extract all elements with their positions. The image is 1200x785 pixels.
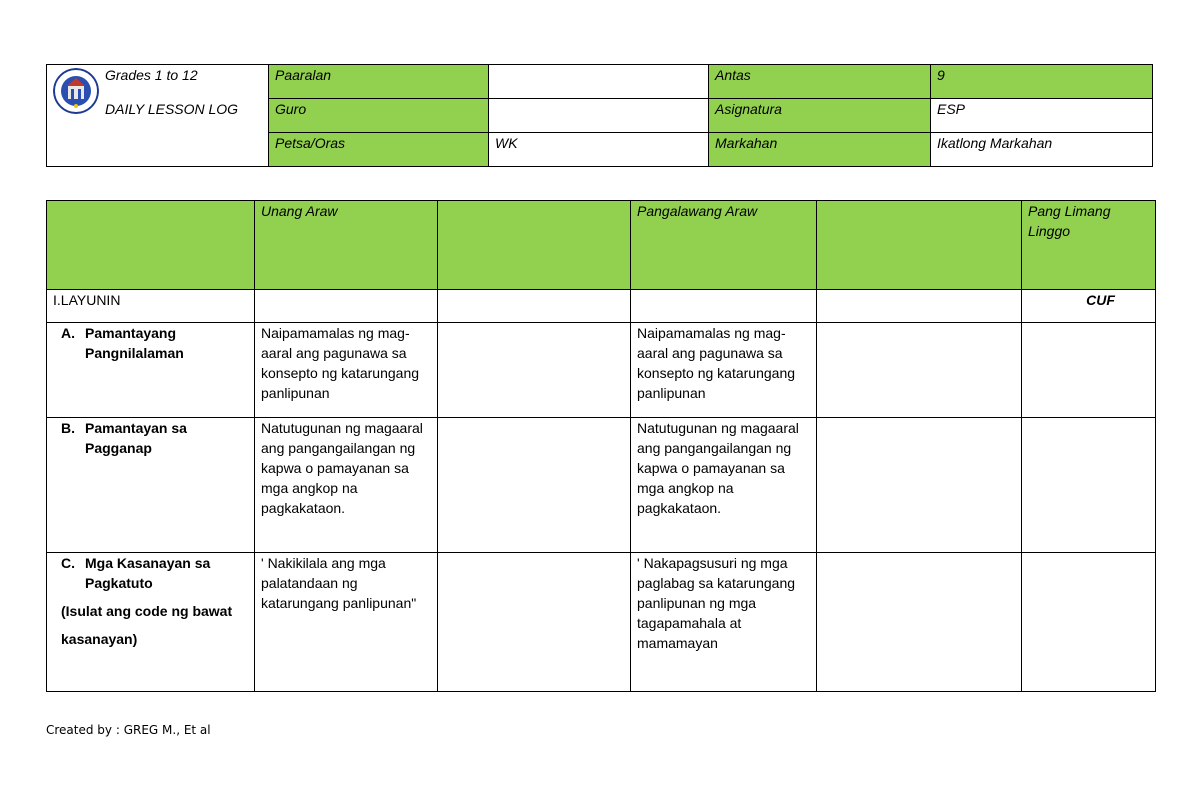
pangalawang-araw-cell: Naipamamalas ng mag-aaral ang pagunawa sa konsepto ng katarungang panlipunan xyxy=(631,323,817,418)
empty-cell xyxy=(1022,553,1156,692)
header-row-1 xyxy=(47,65,1200,99)
layunin-cell xyxy=(255,290,438,323)
logo-cell xyxy=(47,65,269,167)
empty-cell xyxy=(817,553,1022,692)
paaralan-value xyxy=(489,65,709,99)
layunin-row xyxy=(47,290,1156,323)
layunin-cuf: CUF xyxy=(1022,290,1156,323)
row-note: kasanayan) xyxy=(61,631,138,647)
layunin-label: I.LAYUNIN xyxy=(47,290,255,323)
asignatura-label: Asignatura xyxy=(709,99,931,133)
row-label: Mga Kasanayan sa Pagkatuto xyxy=(85,555,211,591)
column-header-blank-1 xyxy=(438,201,631,290)
column-header-row xyxy=(47,201,1156,290)
daily-lesson-log-title: DAILY LESSON LOG xyxy=(105,101,239,117)
deped-seal-icon xyxy=(53,68,99,114)
empty-cell xyxy=(817,418,1022,553)
footer-credit: Created by : GREG M., Et al xyxy=(46,723,211,737)
lesson-log-table xyxy=(46,200,1156,692)
row-label-cell xyxy=(47,418,255,553)
row-label: Pamantayan sa Pagganap xyxy=(85,420,187,456)
layunin-cell xyxy=(817,290,1022,323)
row-letter: A. xyxy=(61,325,75,341)
empty-cell xyxy=(817,323,1022,418)
empty-cell xyxy=(438,553,631,692)
row-letter: C. xyxy=(61,555,75,571)
pangalawang-araw-cell: Natutugunan ng magaaral ang pangangailangan ng kapwa o pamayanan sa mga angkop na pagkakataon. xyxy=(631,418,817,553)
grades-label: Grades 1 to 12 xyxy=(105,67,198,83)
column-header-pangalawang-araw: Pangalawang Araw xyxy=(631,201,817,290)
antas-label: Antas xyxy=(709,65,931,99)
paaralan-label: Paaralan xyxy=(269,65,489,99)
table-row xyxy=(47,323,1156,418)
column-header-unang-araw: Unang Araw xyxy=(255,201,438,290)
markahan-value: Ikatlong Markahan xyxy=(931,133,1153,167)
row-label-cell xyxy=(47,553,255,692)
table-row xyxy=(47,553,1156,692)
column-header-blank-2 xyxy=(817,201,1022,290)
unang-araw-cell: ' Nakikilala ang mga palatandaan ng katarungang panlipunan" xyxy=(255,553,438,692)
guro-label: Guro xyxy=(269,99,489,133)
guro-value xyxy=(489,99,709,133)
column-header-empty xyxy=(47,201,255,290)
row-letter: B. xyxy=(61,420,75,436)
layunin-cell xyxy=(438,290,631,323)
petsa-oras-label: Petsa/Oras xyxy=(269,133,489,167)
unang-araw-cell: Naipamamalas ng mag-aaral ang pagunawa sa konsepto ng katarungang panlipunan xyxy=(255,323,438,418)
empty-cell xyxy=(1022,323,1156,418)
row-label-cell xyxy=(47,323,255,418)
row-label: Pamantayang Pangnilalaman xyxy=(85,325,184,361)
empty-cell xyxy=(1022,418,1156,553)
empty-cell xyxy=(438,418,631,553)
pangalawang-araw-cell: ' Nakapagsusuri ng mga paglabag sa katarungang panlipunan ng mga tagapamahala at mamamayan xyxy=(631,553,817,692)
table-row xyxy=(47,418,1156,553)
column-header-pang-limang-linggo: Pang Limang Linggo xyxy=(1022,201,1156,290)
empty-cell xyxy=(438,323,631,418)
antas-value: 9 xyxy=(931,65,1153,99)
layunin-cell xyxy=(631,290,817,323)
header-table xyxy=(46,64,1200,167)
row-note: (Isulat ang code ng bawat xyxy=(61,603,233,619)
petsa-oras-value: WK xyxy=(489,133,709,167)
markahan-label: Markahan xyxy=(709,133,931,167)
asignatura-value: ESP xyxy=(931,99,1153,133)
unang-araw-cell: Natutugunan ng magaaral ang pangangailangan ng kapwa o pamayanan sa mga angkop na pagkakataon. xyxy=(255,418,438,553)
